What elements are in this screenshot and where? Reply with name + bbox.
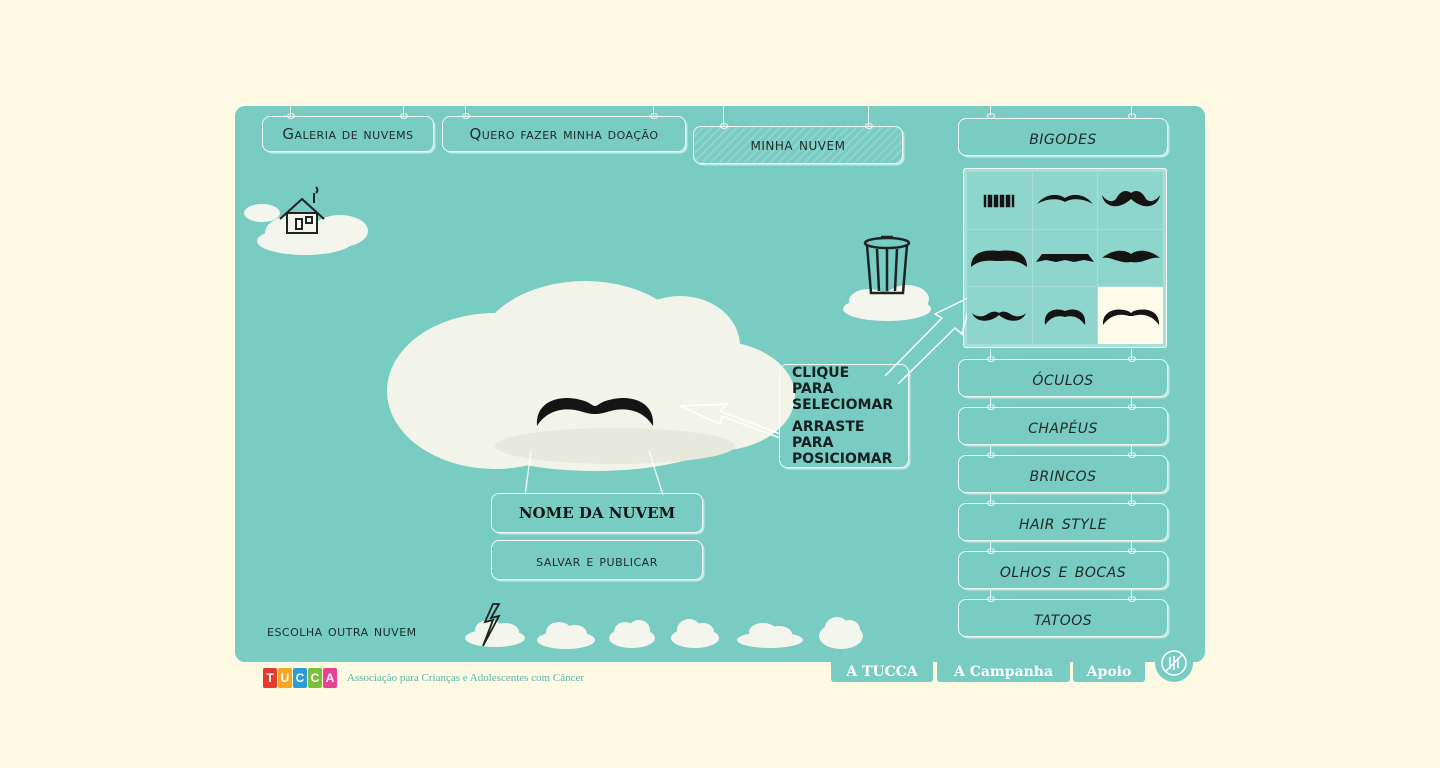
- category-brincos-label: brincos: [1029, 462, 1097, 486]
- sound-off-icon: [1159, 648, 1189, 678]
- tab-gallery[interactable]: [262, 116, 434, 152]
- category-chapeus[interactable]: [958, 407, 1168, 445]
- cloud-thumb-1[interactable]: [463, 602, 528, 650]
- mustache-option-1[interactable]: [967, 172, 1032, 229]
- logo-letter: T: [263, 668, 277, 688]
- house-icon: [280, 187, 324, 233]
- cloud-name-label: NOME DA NUVEM: [518, 504, 676, 522]
- footer-link-tucca[interactable]: [831, 662, 933, 682]
- category-hair-style[interactable]: [958, 503, 1168, 541]
- mustache-option-7[interactable]: [967, 287, 1032, 344]
- cloud-thumb-2[interactable]: [535, 614, 597, 650]
- category-chapeus-label: chapéus: [1028, 414, 1098, 438]
- category-bigodes-label: bigodes: [1029, 125, 1097, 149]
- home-button[interactable]: [240, 181, 375, 256]
- category-oculos-label: óculos: [1032, 366, 1094, 390]
- save-publish-button[interactable]: [491, 540, 703, 580]
- mustache-option-2[interactable]: [1033, 172, 1098, 229]
- mustache-option-8[interactable]: [1033, 287, 1098, 344]
- sign-strings: [525, 451, 675, 496]
- cloud-picker-label: escolha outra nuvem: [267, 622, 417, 640]
- tab-donate[interactable]: [442, 116, 686, 152]
- save-publish-label: salvar e publicar: [536, 550, 658, 570]
- footer-link-campanha[interactable]: [937, 662, 1070, 682]
- cloud-thumb-5[interactable]: [735, 614, 805, 650]
- cloud-thumb-4[interactable]: [669, 614, 721, 650]
- tab-donate-label: Quero fazer minha doação: [469, 125, 659, 143]
- category-bigodes[interactable]: [958, 118, 1168, 156]
- hint-arrows: [680, 296, 980, 446]
- footer-tagline: Associação para Crianças e Adolescentes com Câncer: [347, 672, 585, 684]
- home-cloud-icon: [240, 181, 375, 256]
- footer-link-tucca-label: A TUCCA: [846, 664, 918, 680]
- category-oculos[interactable]: [958, 359, 1168, 397]
- footer-brand: [263, 668, 584, 688]
- footer-link-apoio-label: Apoio: [1086, 664, 1132, 680]
- footer-link-campanha-label: A Campanha: [953, 664, 1054, 680]
- category-brincos[interactable]: [958, 455, 1168, 493]
- logo-letter: C: [308, 668, 322, 688]
- hint-drag: ARRASTE PARA POSICIOMAR: [792, 418, 893, 467]
- logo-letter: U: [278, 668, 292, 688]
- cloud-name-input[interactable]: [491, 493, 703, 533]
- editor-stage: [235, 106, 1205, 662]
- mustache-option-4[interactable]: [967, 230, 1032, 287]
- sound-toggle-button[interactable]: [1155, 644, 1193, 682]
- tucca-logo[interactable]: [263, 668, 337, 688]
- category-hair-style-label: hair style: [1019, 510, 1107, 534]
- mustache-option-3[interactable]: [1098, 172, 1163, 229]
- tab-my-cloud-label: minha nuvem: [750, 135, 846, 155]
- logo-letter: C: [293, 668, 307, 688]
- tab-gallery-label: Galeria de nuvems: [282, 125, 414, 143]
- category-olhos-bocas[interactable]: [958, 551, 1168, 589]
- mustache-option-6[interactable]: [1098, 230, 1163, 287]
- mustache-option-5[interactable]: [1033, 230, 1098, 287]
- hint-select: CLIQUE PARA SELECIOMAR: [792, 365, 894, 414]
- category-tatoos[interactable]: [958, 599, 1168, 637]
- footer-link-apoio[interactable]: [1073, 662, 1145, 682]
- category-tatoos-label: tatoos: [1033, 606, 1093, 630]
- category-olhos-bocas-label: olhos e bocas: [999, 558, 1127, 582]
- mustache-grid: [963, 168, 1167, 348]
- cloud-thumb-3[interactable]: [607, 614, 657, 650]
- cloud-thumb-6[interactable]: [817, 612, 865, 650]
- logo-letter: A: [323, 668, 337, 688]
- mustache-option-9[interactable]: [1098, 287, 1163, 344]
- tab-my-cloud[interactable]: [693, 126, 903, 164]
